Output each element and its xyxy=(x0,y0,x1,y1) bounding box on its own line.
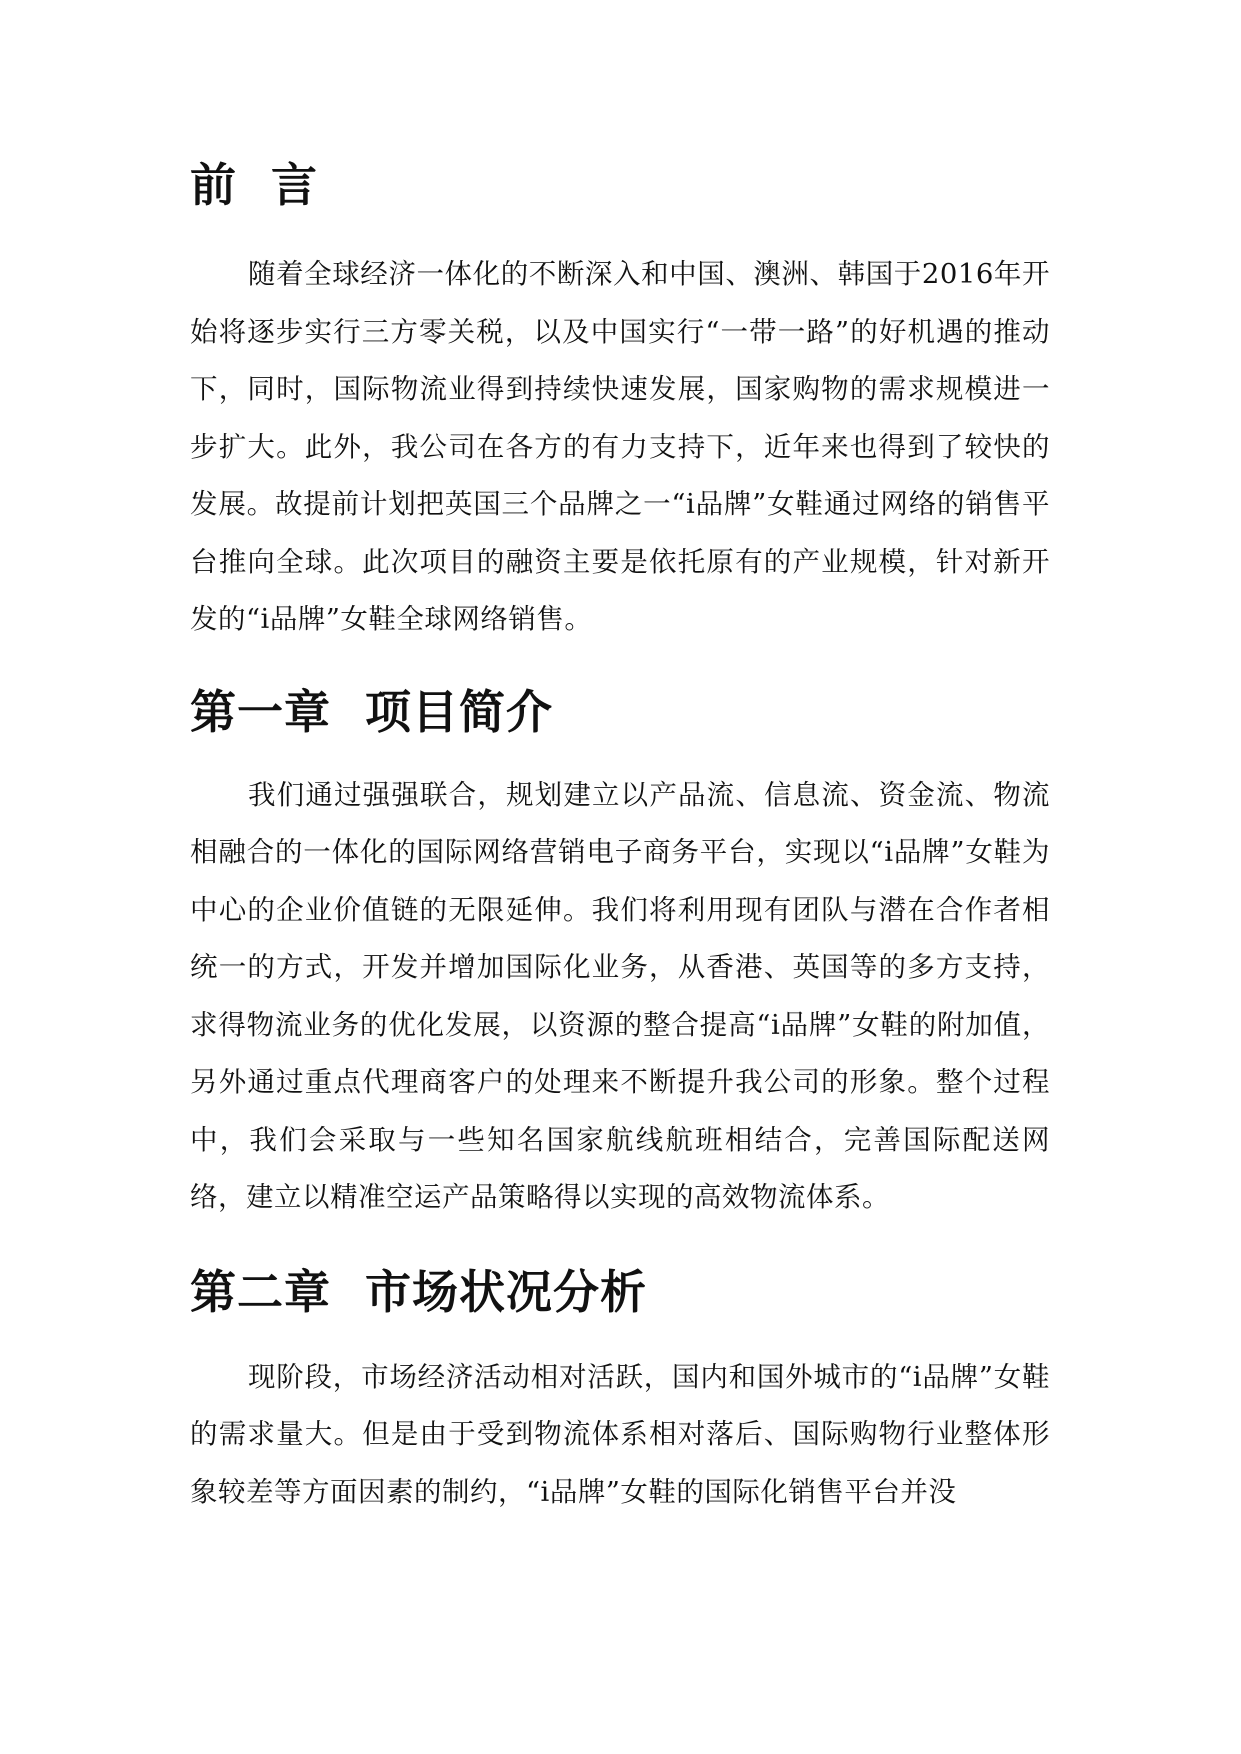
chapter-2-heading: 第二章 市场状况分析 xyxy=(190,1264,648,1319)
chapter-1-paragraph: 我们通过强强联合，规划建立以产品流、信息流、资金流、物流相融合的一体化的国际网络营销电子商务平台，实现以“i品牌”女鞋为中心的企业价值链的无限延伸。我们将利用现有团队与潜在合作者相统一的方式，开发并增加国际化业务，从香港、英国等的多方支持，求得物流业务的优化发展，以资源的整合提高“i品牌”女鞋的附加值，另外通过重点代理商客户的处理来不断提升我公司的形象。整个过程中，我们会采取与一些知名国家航线航班相结合，完善国际配送网络，建立以精准空运产品策略得以实现的高效物流体系。 xyxy=(190,778,1050,1213)
preface-paragraph: 随着全球经济一体化的不断深入和中国、澳洲、韩国于2016年开始将逐步实行三方零关税，以及中国实行“一带一路”的好机遇的推动下，同时，国际物流业得到持续快速发展，国家购物的需求规模进一步扩大。此外，我公司在各方的有力支持下，近年来也得到了较快的发展。故提前计划把英国三个品牌之一“i品牌”女鞋通过网络的销售平台推向全球。此次项目的融资主要是依托原有的产业规模，针对新开发的“i品牌”女鞋全球网络销售。 xyxy=(190,258,1050,635)
chapter-2-paragraph: 现阶段，市场经济活动相对活跃，国内和国外城市的“i品牌”女鞋的需求量大。但是由于受到物流体系相对落后、国际购物行业整体形象较差等方面因素的制约，“i品牌”女鞋的国际化销售平台并没 xyxy=(190,1360,1050,1508)
document-page xyxy=(190,130,1050,1521)
preface-heading: 前 言 xyxy=(190,158,319,212)
chapter-1-heading: 第一章 项目简介 xyxy=(190,684,554,739)
